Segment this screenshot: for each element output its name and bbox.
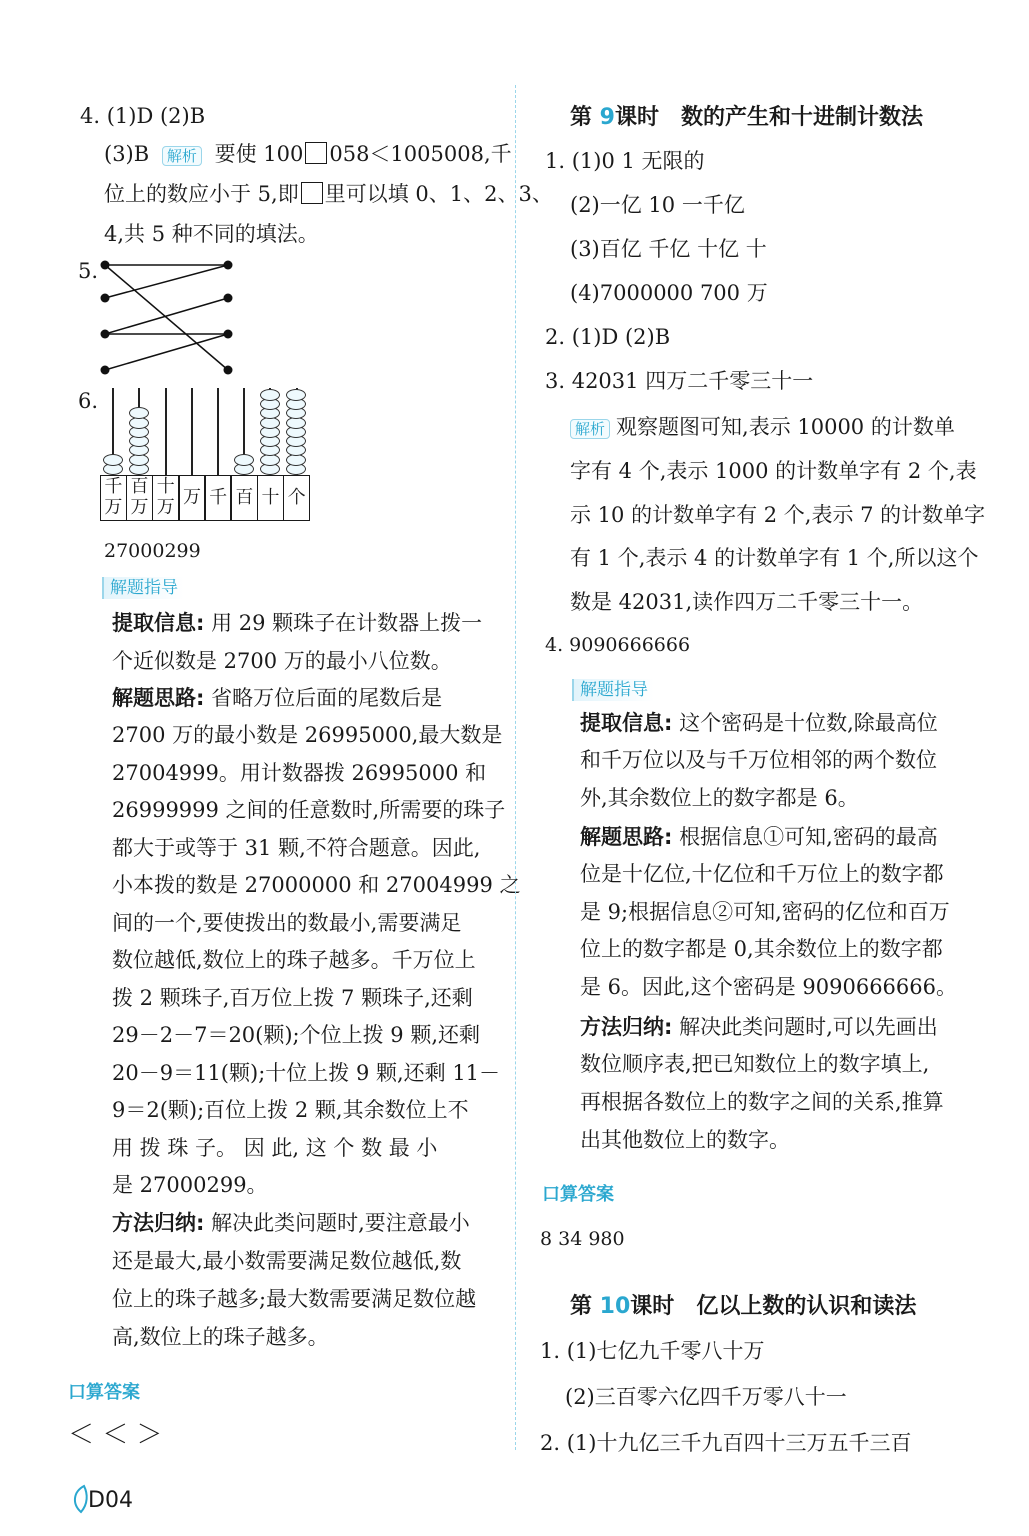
abacus-label-char: 万: [182, 487, 201, 508]
lesson-10-suffix: 课时: [630, 1294, 675, 1319]
thinking-line-13: 用 拨 珠 子。 因 此, 这 个 数 最 小: [112, 1135, 438, 1160]
abacus-place-label: [100, 475, 127, 521]
lesson-10-heading: [570, 1293, 916, 1321]
r-solution-guide-label: 解题指导: [572, 679, 654, 701]
r-method-line-4: 出其他数位上的数字。: [580, 1128, 790, 1152]
r-q10-2: 2. (1)十九亿三千九百四十三万五千三百: [540, 1431, 912, 1455]
r-q3-analysis-line-5: 数是 42031,读作四万二千零三十一。: [570, 589, 924, 614]
extract-info-text: 用 29 颗珠子在计数器上拨一: [211, 611, 483, 635]
thinking-line-12: 9＝2(颗);百位上拨 2 颗,其余数位上不: [112, 1098, 469, 1122]
r-method-text: 解决此类问题时,可以先画出: [679, 1015, 938, 1039]
left-dot-4: [101, 366, 110, 375]
right-dot-4: [224, 366, 233, 375]
method-line-3: 位上的珠子越多;最大数需要满足数位越: [112, 1287, 477, 1311]
thinking-line-2: 2700 万的最小数是 26995000,最大数是: [112, 723, 503, 747]
page-number: D04: [88, 1488, 133, 1513]
left-dot-2: [101, 294, 110, 303]
abacus-label-char: 千: [104, 476, 123, 497]
analysis-tag: 解析: [162, 146, 202, 166]
abacus-label-char: 万: [104, 497, 123, 518]
r-q1-line-2: (2)一亿 10 一千亿: [570, 193, 745, 217]
abacus-place-label: [179, 475, 206, 521]
r-q3-analysis-line-4: 有 1 个,表示 4 的计数单字有 1 个,所以这个: [570, 546, 979, 570]
r-q3-analysis-line-3: 示 10 的计数单字有 2 个,表示 7 的计数单字: [570, 502, 986, 527]
thinking-line-9: 拨 2 颗珠子,百万位上拨 7 颗珠子,还剩: [112, 985, 473, 1010]
r-q10-1-line-1: 1. (1)七亿九千零八十万: [540, 1339, 765, 1363]
r-q4: 4. 9090666666: [545, 634, 691, 656]
abacus-place-label: [257, 475, 284, 521]
r-q3-analysis-line-2: 字有 4 个,表示 1000 的计数单字有 2 个,表: [570, 459, 977, 483]
q6-label: 6.: [78, 389, 99, 413]
abacus-bead: [286, 389, 306, 401]
lesson-9-suffix: 课时: [614, 105, 659, 130]
lesson-9-heading: [570, 104, 923, 132]
q4-text-b: 058＜1005008,千: [329, 142, 512, 166]
abacus-bead: [129, 407, 149, 419]
abacus-label-char: 万: [130, 497, 149, 518]
thinking-label: 解题思路:: [112, 686, 205, 710]
r-q3-analysis-line-1: [570, 414, 955, 440]
r-thinking-label: 解题思路:: [580, 825, 673, 849]
r-q1-line-4: (4)7000000 700 万: [570, 281, 768, 305]
abacus-place-label: [126, 475, 153, 521]
thinking-line-11: 20－9＝11(颗);十位上拨 9 颗,还剩 11－: [112, 1060, 501, 1085]
method-line-4: 高,数位上的珠子越多。: [112, 1325, 329, 1349]
r-method-line-3: 再根据各数位上的数字之间的关系,推算: [580, 1090, 944, 1114]
thinking-line-14: 是 27000299。: [112, 1173, 268, 1197]
q4-part3: (3)B: [104, 142, 150, 166]
r-extract-text: 这个密码是十位数,除最高位: [679, 711, 938, 735]
thinking-line-3: 27004999。用计数器拨 26995000 和: [112, 760, 487, 785]
abacus-bead: [260, 389, 280, 401]
r-q10-1-line-2: (2)三百零六亿四千万零八十一: [565, 1385, 847, 1409]
matching-lines-diagram: [95, 255, 240, 375]
r-method-label: 方法归纳:: [580, 1015, 673, 1039]
r-q1-line-3: (3)百亿 千亿 十亿 十: [570, 237, 767, 261]
abacus-rod: [191, 388, 193, 475]
thinking-line-10: 29－2－7＝20(颗);个位上拨 9 颗,还剩: [112, 1023, 481, 1047]
q4-line2: [104, 141, 512, 167]
q4-line3: [104, 181, 553, 207]
abacus-counter: [100, 385, 310, 525]
abacus-bead: [103, 454, 123, 466]
thinking-line-4: 26999999 之间的任意数时,所需要的珠子: [112, 798, 506, 822]
abacus-place-label: [231, 475, 258, 521]
r-thinking-line-2: 位是十亿位,十亿位和千万位上的数字都: [580, 862, 944, 886]
abacus-rod: [165, 388, 167, 475]
thinking-line-7: 间的一个,要使拨出的数最小,需要满足: [112, 910, 462, 935]
q4-text-a: 要使 100: [214, 142, 304, 166]
blank-box-2: [301, 182, 323, 204]
r-thinking-line-5: 是 6。因此,这个密码是 9090666666。: [580, 974, 957, 999]
thinking-line-6: 小本拨的数是 27000000 和 27004999 之: [112, 873, 521, 897]
match-line-f: [105, 334, 228, 370]
q4-line3-b: 里可以填 0、1、2、3、: [324, 182, 553, 206]
r-extract-line-3: 外,其余数位上的数字都是 6。: [580, 785, 859, 810]
abacus-label-char: 千: [209, 487, 228, 508]
method-line-1: [112, 1210, 470, 1236]
r-thinking-line-4: 位上的数字都是 0,其余数位上的数字都: [580, 937, 943, 961]
lesson-9-title: 数的产生和十进制计数法: [681, 105, 924, 130]
right-dot-3: [224, 330, 233, 339]
r-thinking-line-1: [580, 824, 938, 850]
q6-answer: 27000299: [104, 540, 201, 562]
r-extract-line-1: [580, 710, 938, 736]
lesson-9-prefix: 第: [570, 105, 600, 130]
abacus-place-label: [283, 475, 310, 521]
r-analysis-tag: 解析: [570, 419, 610, 439]
left-dot-3: [101, 330, 110, 339]
thinking-line-1: [112, 685, 442, 711]
r-extract-label: 提取信息:: [580, 711, 673, 735]
right-dot-1: [224, 261, 233, 270]
abacus-rod: [217, 388, 219, 475]
abacus-label-char: 十: [261, 487, 280, 508]
r-q3: 3. 42031 四万二千零三十一: [545, 369, 814, 393]
r-q2: 2. (1)D (2)B: [545, 325, 671, 349]
r-oral-answer-label: 口算答案: [542, 1184, 614, 1205]
thinking-line-5: 都大于或等于 31 颗,不符合题意。因此,: [112, 835, 481, 860]
method-line-2: 还是最大,最小数需要满足数位越低,数: [112, 1249, 462, 1273]
abacus-label-char: 十: [156, 476, 175, 497]
column-divider: [515, 85, 516, 1450]
abacus-label-char: 百: [235, 487, 254, 508]
lesson-10-title: 亿以上数的认识和读法: [696, 1294, 917, 1319]
abacus-bead: [234, 454, 254, 466]
abacus-label-char: 万: [156, 497, 175, 518]
lesson-9-number: 9: [599, 105, 615, 130]
extract-info-label: 提取信息:: [112, 611, 205, 635]
q4-line1: 4. (1)D (2)B: [80, 104, 206, 128]
oral-answer-label: 口算答案: [68, 1382, 140, 1403]
r-q3-analysis-text: 观察题图可知,表示 10000 的计数单: [616, 415, 955, 439]
match-line-d: [105, 298, 228, 334]
extract-info-line-1: [112, 610, 482, 636]
abacus-label-char: 百: [130, 476, 149, 497]
left-dot-1: [101, 261, 110, 270]
lesson-10-prefix: 第: [570, 1294, 600, 1319]
right-dot-2: [224, 294, 233, 303]
abacus-label-char: 个: [287, 487, 306, 508]
thinking-line-8: 数位越低,数位上的珠子越多。千万位上: [112, 948, 476, 972]
oral-answer: ＜ ＜ ＞: [68, 1420, 163, 1450]
abacus-place-label: [205, 475, 232, 521]
r-method-line-1: [580, 1014, 938, 1040]
r-thinking-text: 根据信息①可知,密码的最高: [679, 825, 938, 849]
abacus-place-label: [152, 475, 179, 521]
q4-line4: 4,共 5 种不同的填法。: [104, 222, 319, 246]
r-extract-line-2: 和千万位以及与千万位相邻的两个数位: [580, 748, 937, 772]
r-thinking-line-3: 是 9;根据信息②可知,密码的亿位和百万: [580, 899, 950, 924]
blank-box: [305, 142, 327, 164]
method-text: 解决此类问题时,要注意最小: [211, 1211, 470, 1235]
method-label: 方法归纳:: [112, 1211, 205, 1235]
extract-info-line-2: 个近似数是 2700 万的最小八位数。: [112, 649, 452, 673]
r-method-line-2: 数位顺序表,把已知数位上的数字填上,: [580, 1052, 930, 1076]
q4-line3-a: 位上的数应小于 5,即: [104, 182, 299, 206]
q5-label: 5.: [78, 259, 99, 283]
r-q1-line-1: 1. (1)0 1 无限的: [545, 149, 705, 173]
lesson-10-number: 10: [599, 1294, 631, 1319]
r-oral-answer: 8 34 980: [540, 1228, 625, 1250]
thinking-text: 省略万位后面的尾数后是: [211, 686, 443, 710]
solution-guide-label: 解题指导: [102, 577, 184, 599]
